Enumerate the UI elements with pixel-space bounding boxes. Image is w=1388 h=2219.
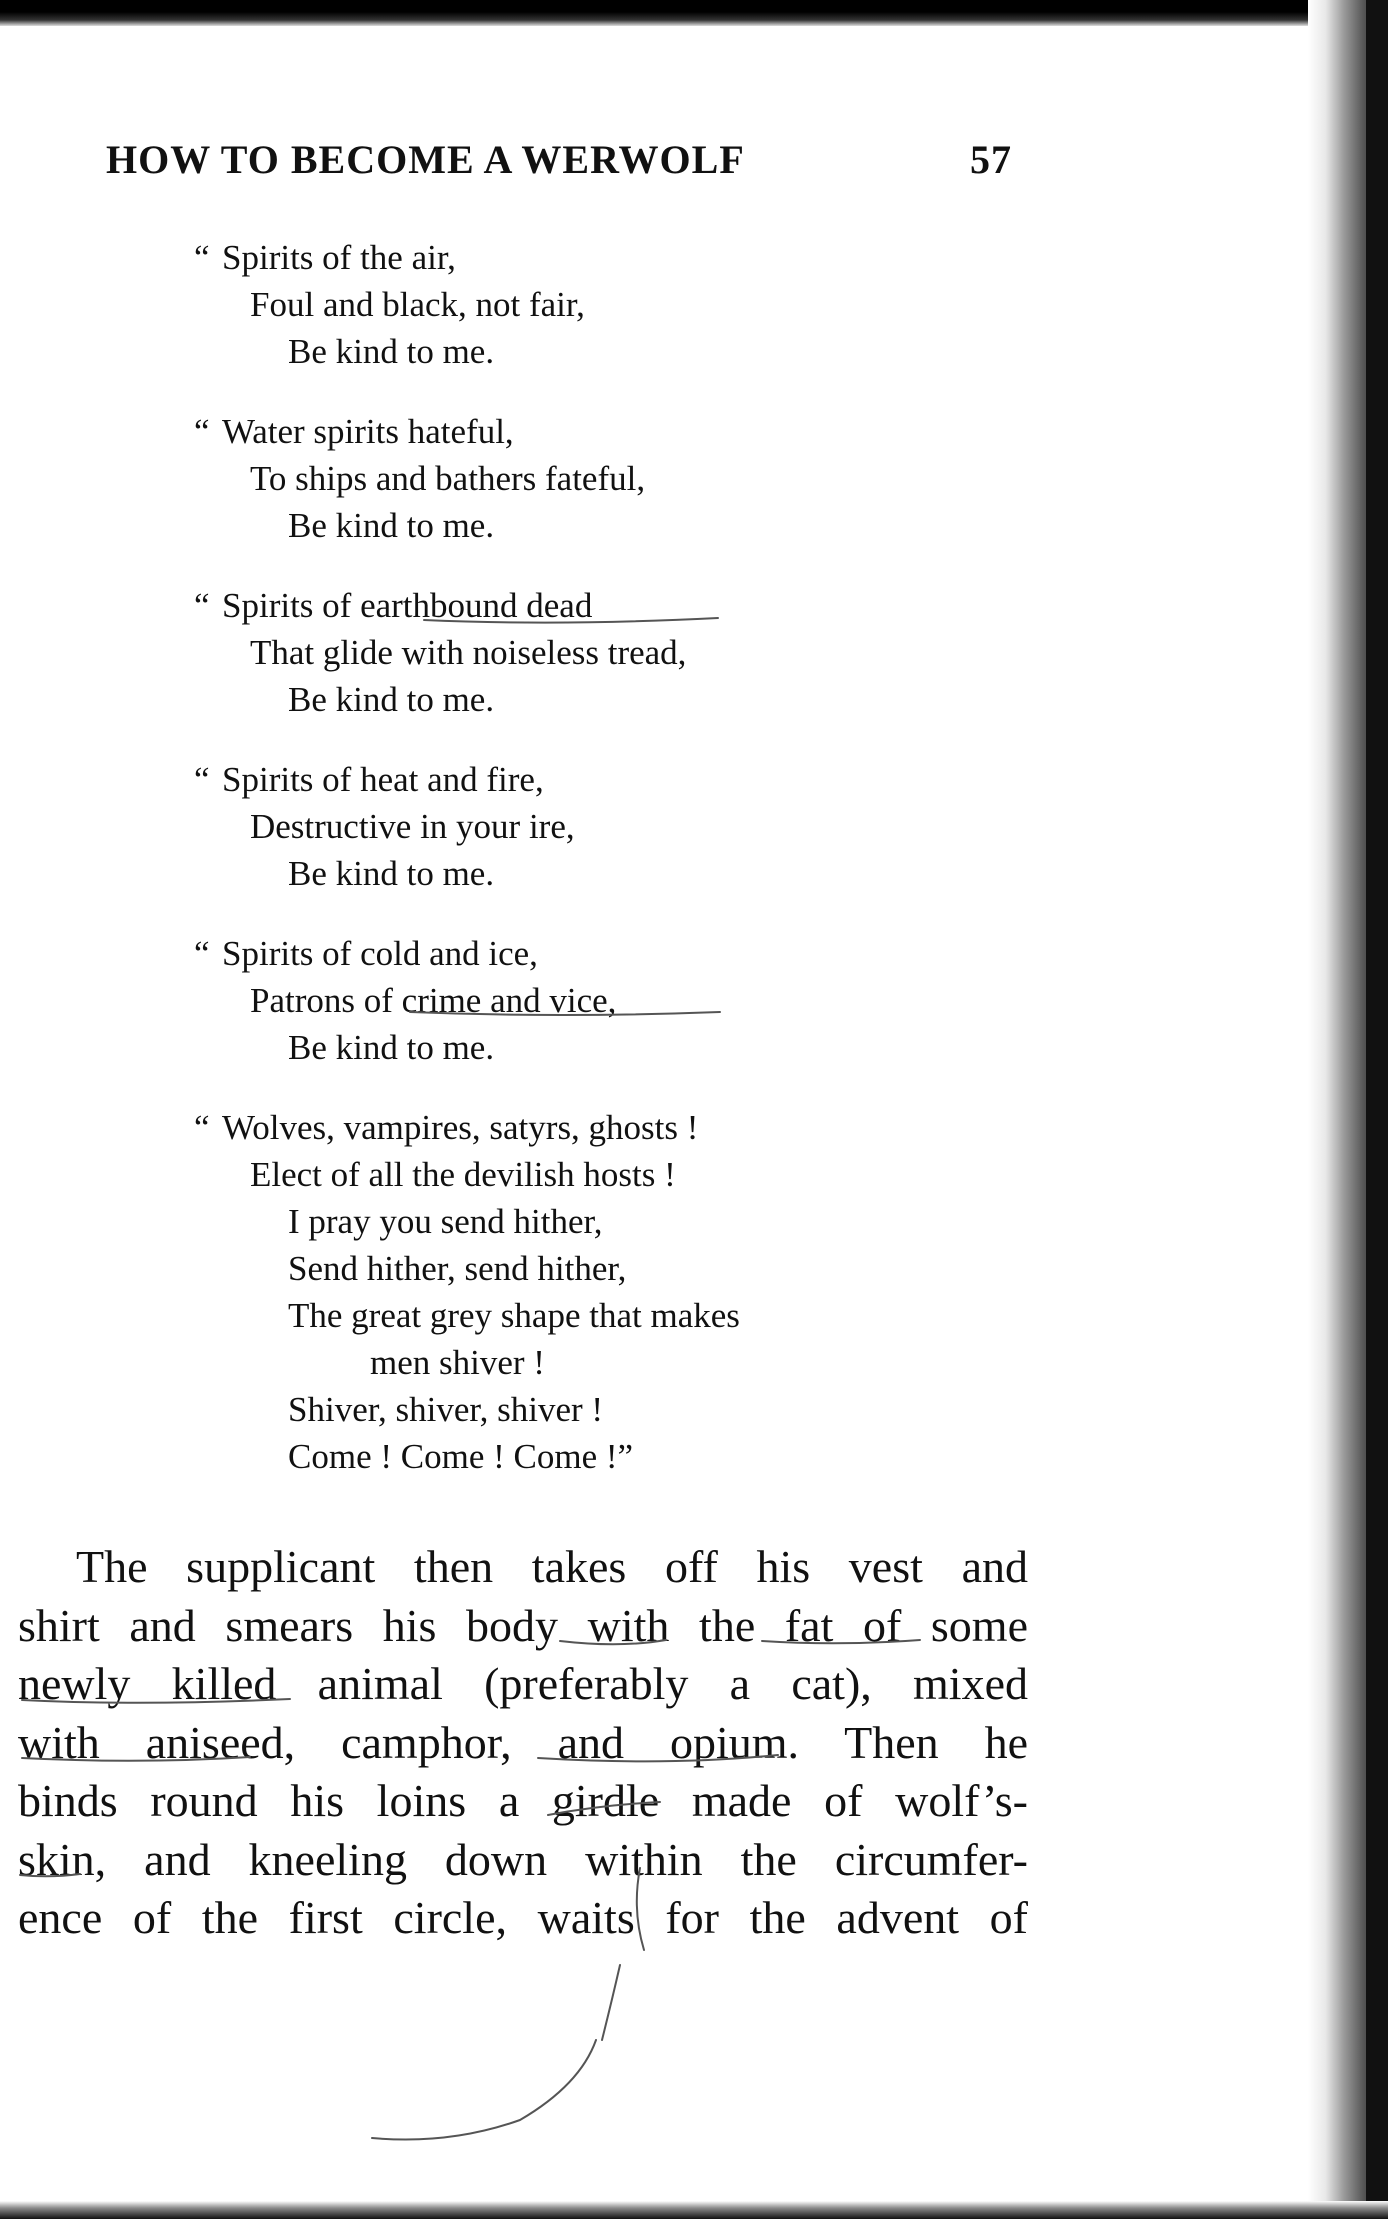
opening-quote: “ bbox=[194, 760, 210, 799]
poem-line: “ Spirits of the air, bbox=[222, 234, 740, 281]
poem-line: The great grey shape that makes bbox=[288, 1296, 740, 1335]
underline-body bbox=[560, 1640, 666, 1644]
paragraph-line: ence of the first circle, waits for the advent of bbox=[18, 1892, 1028, 1943]
opening-quote: “ bbox=[194, 412, 210, 451]
poem-line: Come ! Come ! Come !” bbox=[288, 1437, 634, 1476]
opening-quote: “ bbox=[194, 238, 210, 277]
opening-quote: “ bbox=[194, 586, 210, 625]
poem-line: I pray you send hither, bbox=[288, 1202, 603, 1241]
poem-line: “ Spirits of cold and ice, bbox=[222, 930, 740, 977]
underline-fat bbox=[762, 1640, 920, 1643]
poem-line: men shiver ! bbox=[370, 1343, 545, 1382]
poem-line: To ships and bathers fateful, bbox=[250, 459, 646, 498]
poem-refrain: Be kind to me. bbox=[288, 506, 495, 545]
opening-quote: “ bbox=[194, 1108, 210, 1147]
paragraph-line: The supplicant then takes off his vest and bbox=[76, 1541, 1028, 1592]
poem-line: Foul and black, not fair, bbox=[250, 285, 585, 324]
poem-line: “ Spirits of heat and fire, bbox=[222, 756, 740, 803]
chapter-title: HOW TO BECOME A WERWOLF bbox=[106, 137, 745, 182]
underline-girdle bbox=[548, 1802, 660, 1815]
paragraph-line: skin, and kneeling down within the circumfer- bbox=[18, 1833, 1028, 1885]
underline-with-aniseed bbox=[22, 1757, 250, 1761]
poem-line: Destructive in your ire, bbox=[250, 807, 575, 846]
paragraph-line: shirt and smears his body with the fat of some bbox=[18, 1599, 1028, 1651]
pencil-stroke-within bbox=[637, 1868, 644, 1950]
pencil-stroke-waits bbox=[602, 1965, 620, 2040]
poem-line: Patrons of crime and vice, bbox=[250, 981, 617, 1020]
paragraph-line: binds round his loins a girdle made of wolf’s- bbox=[18, 1775, 1028, 1826]
underline-crime-and-vice bbox=[410, 1012, 720, 1015]
page-number: 57 bbox=[970, 137, 1012, 182]
underline-and-opium bbox=[538, 1755, 778, 1761]
paragraph-line: newly killed animal (preferably a cat), mixed bbox=[18, 1658, 1028, 1709]
opening-quote: “ bbox=[194, 934, 210, 973]
poem-refrain: Be kind to me. bbox=[288, 332, 495, 371]
pencil-curve bbox=[372, 2040, 596, 2140]
poem-refrain: Be kind to me. bbox=[288, 854, 495, 893]
poem-line: That glide with noiseless tread, bbox=[250, 633, 687, 672]
poem-line: Send hither, send hither, bbox=[288, 1249, 627, 1288]
poem-refrain: Be kind to me. bbox=[288, 1028, 495, 1067]
poem-line: “ Wolves, vampires, satyrs, ghosts ! bbox=[222, 1104, 740, 1151]
poem-line: Elect of all the devilish hosts ! bbox=[250, 1155, 676, 1194]
poem-line: Shiver, shiver, shiver ! bbox=[288, 1390, 604, 1429]
underline-earthbound-dead bbox=[424, 618, 718, 623]
underline-newly-killed bbox=[22, 1699, 290, 1703]
poem-line: “ Water spirits hateful, bbox=[222, 408, 740, 455]
paragraph-line: with aniseed, camphor, and opium. Then he bbox=[18, 1716, 1028, 1768]
poem-refrain: Be kind to me. bbox=[288, 680, 495, 719]
poem-line: “ Spirits of earthbound dead bbox=[222, 582, 740, 629]
underline-skin bbox=[20, 1874, 80, 1876]
